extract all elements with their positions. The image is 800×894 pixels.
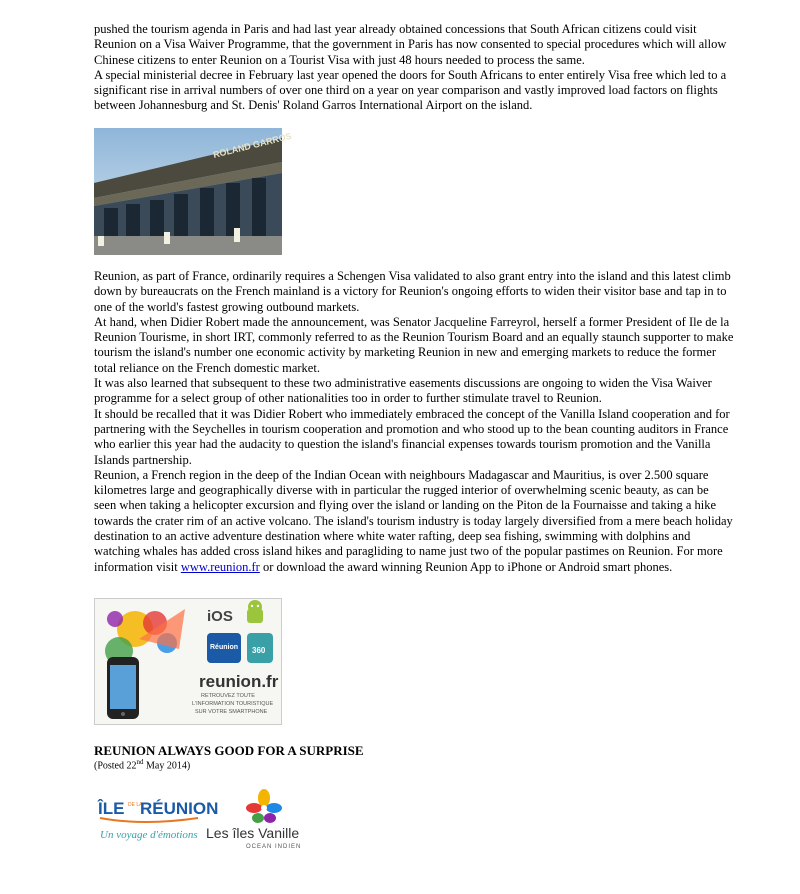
ad-tagline-1: RETROUVEZ TOUTE bbox=[201, 693, 255, 699]
reunion-fr-brand: reunion.fr bbox=[199, 672, 279, 691]
partner-logos bbox=[94, 786, 334, 856]
article-heading: REUNION ALWAYS GOOD FOR A SURPRISE bbox=[94, 743, 364, 758]
logo-reunion: RÉUNION bbox=[140, 799, 219, 818]
logo-vanille-name: Les îles Vanille bbox=[206, 825, 300, 841]
ad-tagline-2: L'INFORMATION TOURISTIQUE bbox=[192, 701, 274, 707]
airport-photo bbox=[94, 128, 293, 255]
posted-suffix: May 2014) bbox=[143, 760, 191, 772]
logo-ile: ÎLE bbox=[98, 799, 125, 818]
paragraph-reunion-text: Reunion, a French region in the deep of the Indian Ocean with neighbours Madagascar and Mauritius, is over 2.500 square kilometres large and geographically diverse with in particular the rugged interior of overwhelming scenic beauty, as can be seen when taking a helicopter excursion and flying over the island or landing on the Piton de la Fournaisse and taking a hike towards the crater rim of an active volcano. The island's tourism industry is today largely diversified from a mere beach holiday destination to an active adventure destination where white water rafting, deep sea fishing, swimming with dolphins and watching whales has added cross island hikes and paragliding to name just two of the popular pastimes on Reunion. For more information visit bbox=[94, 467, 733, 574]
article-body bbox=[94, 269, 734, 575]
ios-label: iOS bbox=[207, 608, 233, 625]
vanilla-flower-icon bbox=[246, 789, 282, 823]
paragraph-reunion-description bbox=[94, 468, 734, 575]
paragraph-visa-decree: A special ministerial decree in February last year opened the doors for South Africans to enter entirely Visa free which led to a significant rise in arrival numbers of over one third on a year on year comparison and vastly improved load factors on flights between Johannesburg and St. Denis' Roland Garros International Airport on the island. bbox=[94, 67, 727, 113]
reunion-app-ad-image bbox=[94, 598, 282, 725]
airport-sign-text: ROLAND GARROS bbox=[212, 130, 293, 160]
logo-tagline: Un voyage d'émotions bbox=[100, 829, 198, 841]
svg-text:Réunion: Réunion bbox=[210, 644, 238, 651]
intro-paragraph: pushed the tourism agenda in Paris and had last year already obtained concessions that South African citizens could visit Reunion on a Visa Waiver Programme, that the government in Paris has now consented to special procedures which will allow Chinese citizens to enter Reunion on a Tourist Visa with just 48 hours needed to process the same. bbox=[94, 22, 727, 67]
article-top bbox=[94, 22, 734, 114]
posted-suffix-sup: nd bbox=[136, 758, 144, 766]
paragraph-reunion-tail: or download the award winning Reunion App to iPhone or Android smart phones. bbox=[262, 559, 673, 574]
android-icon bbox=[247, 600, 263, 623]
logo-de-la: DE LA bbox=[128, 802, 143, 808]
badge-360-label: 360 bbox=[252, 646, 266, 655]
les-iles-vanille-logo bbox=[206, 789, 301, 850]
ile-de-la-reunion-logo bbox=[97, 799, 218, 841]
posted-date bbox=[94, 758, 190, 771]
paragraph-schengen: Reunion, as part of France, ordinarily requires a Schengen Visa validated to also grant entry into the island and this latest climb down by bureaucrats on the French mainland is a victory for Reunion's ongoing efforts to widen their visitor base and tap in to one of the world's fastest growing outbound markets. bbox=[94, 269, 731, 314]
paragraph-visa-waiver: It was also learned that subsequent to these two administrative easements discussions are ongoing to widen the Visa Waiver programme for a select group of other nationalities too in order to further stimulate travel to Reunion. bbox=[94, 376, 712, 406]
logo-vanille-sub: OCEAN INDIEN bbox=[246, 844, 302, 850]
reunion-website-link[interactable]: www.reunion.fr bbox=[180, 559, 260, 574]
paragraph-vanilla-islands: It should be recalled that it was Didier Robert who immediately embraced the concept of the Vanilla Island cooperation and for partnering with the Seychelles in tourism cooperation and promotion and who stood up to the bean counting auditors in France who earlier this year had the audacity to question the island's financial expenses towards tourism promotion and the Vanilla Islands partnership. bbox=[94, 406, 730, 467]
posted-prefix: (Posted 22 bbox=[94, 760, 137, 772]
paragraph-farreyrol: At hand, when Didier Robert made the announcement, was Senator Jacqueline Farreyrol, herself a former President of Ile de la Reunion Tourisme, in short IRT, commonly referred to as the Reunion Tourism Board and an equally staunch supporter to make tourism the island's number one economic activity by marketing Reunion in new and emerging markets to reduce the former total reliance on the French domestic market. bbox=[94, 314, 734, 375]
ad-tagline-3: SUR VOTRE SMARTPHONE bbox=[195, 709, 268, 715]
